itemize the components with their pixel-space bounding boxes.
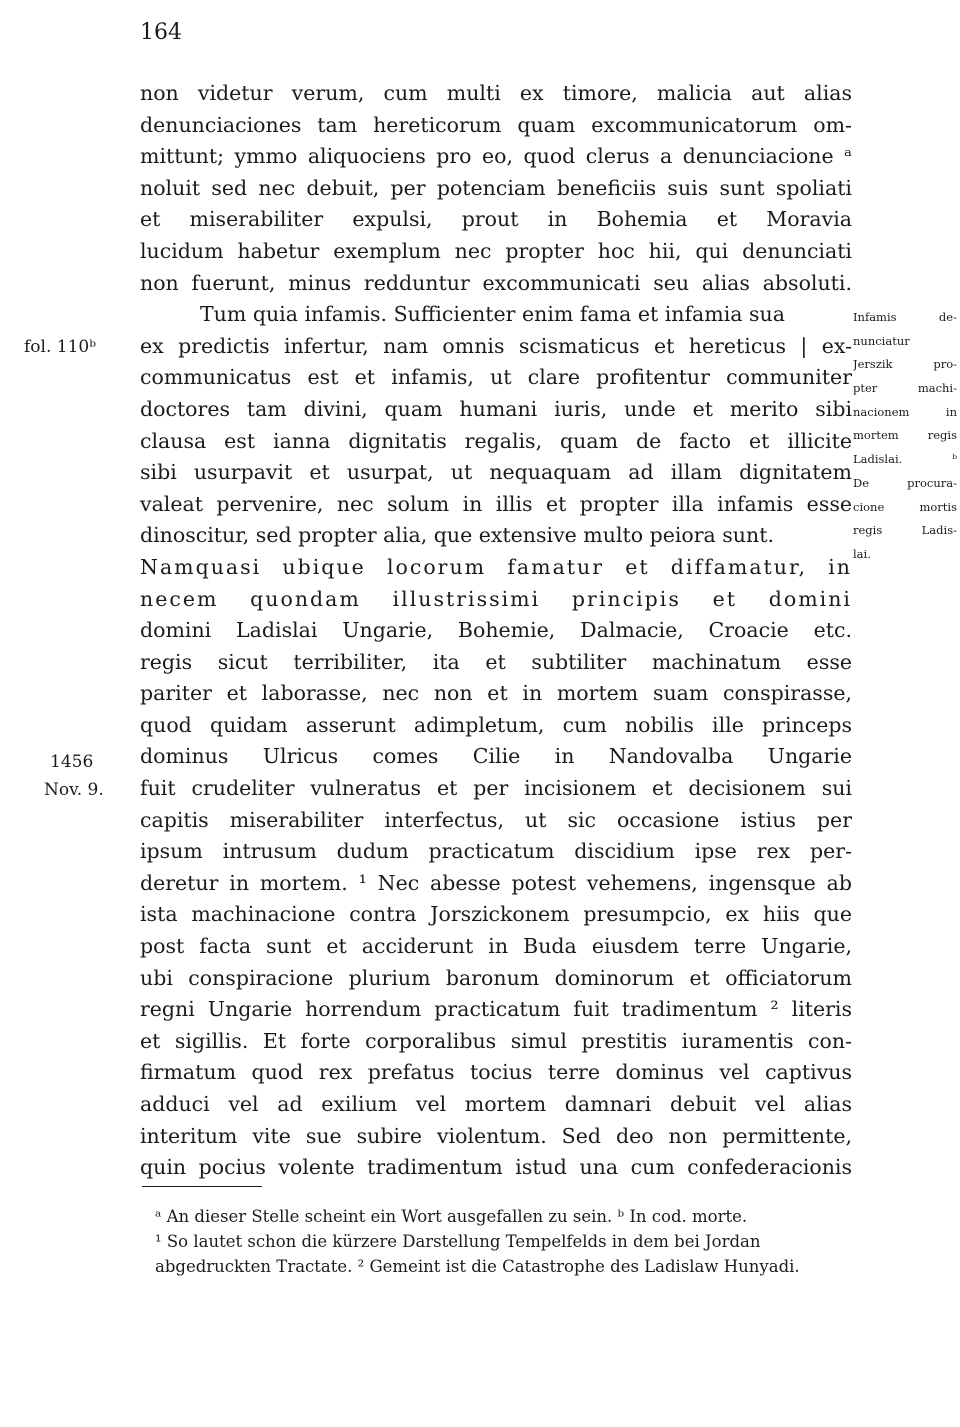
margin-note-line: nacionem in [853,404,957,419]
margin-note-line: mortem regis [853,428,957,443]
margin-note-line: Ladislai. ᵇ [853,452,957,467]
text-line: dominus Ulricus comes Cilie in Nandovalba Ungarie [140,744,852,769]
margin-note-line: lai. [853,546,871,561]
text-line: clausa est ianna dignitatis regalis, quam de facto et illicite [140,428,852,453]
text-line: non videtur verum, cum multi ex timore, malicia aut alias [140,81,852,105]
text-line: communicatus est et infamis, ut clare profitentur communiter [140,365,852,390]
text-line: ubi conspiracione plurium baronum dominorum et officiatorum [140,965,852,990]
text-line: Tum quia infamis. Sufficienter enim fama et infamia sua [200,302,785,327]
margin-note-line: pter machi- [853,381,957,396]
page-number: 164 [140,20,182,45]
text-line: et sigillis. Et forte corporalibus simul prestitis iuramentis con- [140,1028,852,1053]
text-line: deretur in mortem. ¹ Nec abesse potest vehemens, ingensque ab [140,870,852,895]
text-line: regis sicut terribiliter, ita et subtiliter machinatum esse [140,649,852,674]
main-text [140,78,852,1184]
text-line: quod quidam asserunt adimpletum, cum nobilis ille princeps [140,712,852,737]
footnote: ¹ So lautet schon die kürzere Darstellung Tempelfelds in dem bei Jordan abgedruckten Tractate. ² Gemeint ist die Catastrophe des Ladislaw Hunyadi. [155,1232,800,1276]
text-line: regni Ungarie horrendum practicatum fuit tradimentum ² literis [140,997,852,1022]
text-line: interitum vite sue subire violentum. Sed deo non permittente, [140,1123,852,1148]
text-line: et miserabiliter expulsi, prout in Bohemia et Moravia [140,207,852,232]
footnotes [155,1204,853,1279]
margin-note-line: cione mortis [853,499,957,514]
marginal-summary [853,306,957,567]
text-line: ista machinacione contra Jorszickonem presumpcio, ex hiis que [140,902,852,927]
footnote: ᵃ An dieser Stelle scheint ein Wort ausgefallen zu sein. ᵇ In cod. morte. [155,1207,748,1226]
text-line: necem quondam illustrissimi principis et domini [140,586,852,611]
margin-note-line: Infamis de- [853,310,957,324]
folio-reference: fol. 110ᵇ [24,337,97,357]
text-line: valeat pervenire, nec solum in illis et propter illa infamis esse [140,491,852,516]
margin-note-line: Jerszik pro- [853,357,957,372]
text-line: mittunt; ymmo aliquociens pro eo, quod clerus a denunciacione ᵃ [140,144,852,169]
text-line: firmatum quod rex prefatus tocius terre dominus vel captivus [140,1060,852,1085]
margin-date: Nov. 9. [44,780,104,800]
text-line: ex predictis infertur, nam omnis scismaticus et hereticus | ex- [140,333,852,358]
text-line: domini Ladislai Ungarie, Bohemie, Dalmacie, Croacie etc. [140,618,852,643]
margin-note-line: regis Ladis- [853,523,957,538]
margin-year: 1456 [50,752,94,772]
text-line: fuit crudeliter vulneratus et per incisionem et decisionem sui [140,776,852,801]
text-line: doctores tam divini, quam humani iuris, unde et merito sibi [140,396,852,421]
footnote-rule [142,1186,262,1187]
text-line: ipsum intrusum dudum practicatum discidium ipse rex per- [140,839,852,864]
text-line: sibi usurpavit et usurpat, ut nequaquam ad illam dignitatem [140,460,852,485]
text-line: denunciaciones tam hereticorum quam excommunicatorum om- [140,112,852,137]
text-line: dinoscitur, sed propter alia, que extensive multo peiora sunt. [140,523,774,548]
text-line: non fuerunt, minus redduntur excommunicati seu alias absoluti. [140,270,852,295]
text-line: noluit sed nec debuit, per potenciam beneficiis suis sunt spoliati [140,175,852,200]
text-line: quin pocius volente tradimentum istud una cum confederacionis [140,1155,852,1180]
text-line: pariter et laborasse, nec non et in mortem suam conspirasse, [140,681,852,706]
text-line: capitis miserabiliter interfectus, ut sic occasione istius per [140,807,852,832]
text-line: adduci vel ad exilium vel mortem damnari debuit vel alias [140,1092,852,1116]
text-line: lucidum habetur exemplum nec propter hoc hii, qui denunciati [140,238,852,263]
text-line: post facta sunt et acciderunt in Buda eiusdem terre Ungarie, [140,934,852,959]
margin-note-line: De procura- [853,475,957,490]
text-line: Namquasi ubique locorum famatur et diffamatur, in [140,554,852,579]
margin-note-line: nunciatur [853,333,910,348]
